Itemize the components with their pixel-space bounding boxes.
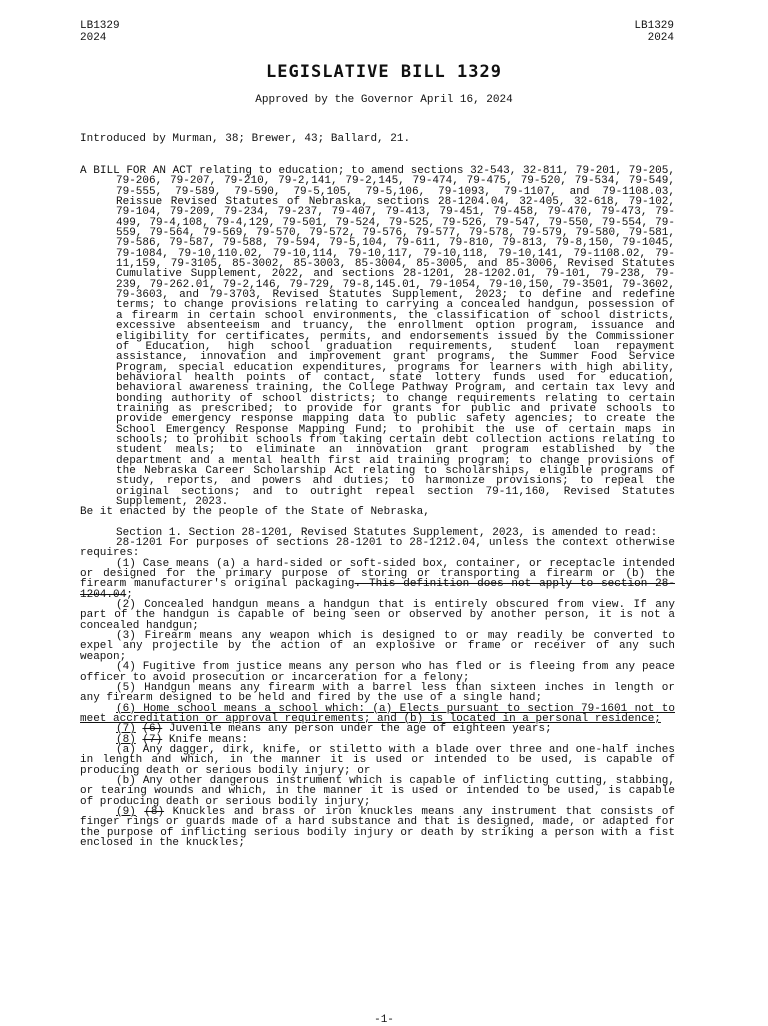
bill-intro-paragraph: A BILL FOR AN ACT relating to education; to amend sections 32-543, 32-811, 79-201, 79-205, 79-206, 79-207, 79-210, 79-2,141, 79-2,145, 79-474, 79-475, 79-520, 79-534, 79-549, 79-555, 79-589, 79-590, 79-5,105, 79-5,106, 79-1093, 79-1107, and 79-1108.03, Reissue Revised Statutes of Nebraska, sections 28-1204.04, 32-405, 32-618, 79-102, 79-104, 79-209, 79-234, 79-237, 79-407, 79-413, 79-451, 79-458, 79-470, 79-473, 79-499, 79-4,108, 79-4,129, 79-501, 79-524, 79-525, 79-526, 79-547, 79-550, 79-554, 79-559, 79-564, 79-569, 79-570, 79-572, 79-576, 79-577, 79-578, 79-579, 79-580, 79-581, 79-586, 79-587, 79-588, 79-594, 79-5,104, 79-611, 79-810, 79-813, 79-8,150, 79-1045, 79-1084, 79-10,110.02, 79-10,114, 79-10,117, 79-10,118, 79-10,141, 79-1108.02, 79-11,159, 79-3105, 85-3002, 85-3003, 85-3004, 85-3005, and 85-3006, Revised Statutes Cumulative Supplement, 2022, and sections 28-1201, 28-1202.01, 79-101, 79-238, 79-239, 79-262.01, 79-2,146, 79-729, 79-8,145.01, 79-1054, 79-10,150, 79-3501, 79-3602, 79-3603, and 79-3703, Revised Statutes Supplement, 2023; to define and redefine terms; to change provisions relating to carrying a concealed handgun, possession of a firearm in certain school environments, the classification of school districts, excessive absenteeism and truancy, the enrollment option program, issuance and eligibility for certificates, permits, and endorsements issued by the Commissioner of Education, high school graduation requirements, student loan repayment assistance, innovation and improvement grant programs, the Summer Food Service Program, special education expenditures, programs for learners with high ability, behavioral health points of contact, state lottery funds used for education, behavioral awareness training, the College Pathway Program, and certain tax levy and bonding authority of school districts; to change requirements relating to certain training as prescribed; to provide for grants for public and private schools to provide emergency response mapping data to public safety agencies; to create the School Emergency Response Mapping Fund; to prohibit the use of certain maps in schools; to prohibit schools from taking certain debt collection actions relating to student meals; to eliminate an innovation grant program established by the department and a mental health first aid training program; to change provisions of the Nebraska Career Scholarship Act relating to scholarships, eligible programs of study, reports, and powers and duties; to harmonize provisions; to repeal the original sections; and to outright repeal section 79-11,160, Revised Statutes Supplement, 2023. — [80, 165, 675, 508]
statute-intro: 28-1201 For purposes of sections 28-1201 to 28-1212.04, unless the context otherwise requires: — [80, 537, 675, 560]
definition-home-school — [80, 704, 675, 725]
definition-handgun: (5) Handgun means any firearm with a barrel less than sixteen inches in length or any firearm designed to be held and fired by the use of a single hand; — [80, 681, 675, 705]
approval-line: Approved by the Governor April 16, 2024 — [255, 94, 513, 106]
bill-body — [80, 166, 675, 848]
new-number: (8) — [116, 733, 136, 746]
old-number: (7) — [142, 733, 163, 746]
page-number: -1- — [374, 1014, 394, 1026]
bill-id-left: LB1329 — [80, 20, 120, 32]
new-number: (9) — [116, 805, 136, 818]
new-number: (7) — [116, 723, 136, 736]
definition-concealed-handgun: (2) Concealed handgun means a handgun that is entirely obscured from view. If any part of the handgun is capable of being seen or observed by another person, it is not a concealed handgun; — [80, 599, 675, 632]
old-number: (6) — [142, 723, 163, 736]
definition-juvenile: (7) (6) Juvenile means any person under the age of eighteen years; — [116, 723, 552, 736]
year-right: 2024 — [647, 32, 674, 44]
section-1-heading: Section 1. Section 28-1201, Revised Statutes Supplement, 2023, is amended to read: — [116, 526, 658, 539]
struck-text: . This definition does not apply to section 28-1204.04 — [80, 578, 675, 601]
old-number: (8) — [144, 805, 165, 818]
definition-knife-b: (b) Any other dangerous instrument which is capable of inflicting cutting, stabbing, or tearing wounds and which, in the manner it is used or intended to be used, is capable of producing death or serious bodily injury; — [80, 774, 675, 808]
year-left: 2024 — [80, 32, 107, 44]
inserted-text: (6) Home school means a school which: (a) Elects pursuant to section 79-1601 not to meet accreditation or approval requirements; and (b) is located in a personal residence; — [80, 702, 675, 725]
introduced-line: Introduced by Murman, 38; Brewer, 43; Ballard, 21. — [80, 133, 411, 145]
definition-case-text: (1) Case means (a) a hard-sided or soft-sided box, container, or receptacle intended or designed for the primary purpose of storing or transporting a firearm or (b) the firearm manufacturer's original packaging — [80, 557, 675, 591]
header-left — [80, 20, 120, 44]
page-title: LEGISLATIVE BILL 1329 — [266, 62, 502, 82]
header-right — [634, 20, 674, 44]
definition-knuckles: (9) (8) Knuckles and brass or iron knuckles means any instrument that consists of finger rings or guards made of a hard substance and that is designed, made, or adapted for the purpose of inflicting serious bodily injury or death by striking a person with a fist enclosed in the knuckles; — [80, 805, 675, 849]
definition-firearm: (3) Firearm means any weapon which is designed to or may readily be converted to expel any projectile by the action of an explosive or frame or receiver of any such weapon; — [80, 630, 675, 663]
definition-knife-a: (a) Any dagger, dirk, knife, or stiletto with a blade over three and one-half inches in length and which, in the manner it is used or intended to be used, is capable of producing death or serious bodily injury; or — [80, 743, 675, 777]
enacting-clause: Be it enacted by the people of the State of Nebraska, — [80, 506, 430, 519]
bill-id-right: LB1329 — [634, 20, 674, 32]
definition-fugitive: (4) Fugitive from justice means any person who has fled or is fleeing from any peace officer to avoid prosecution or incarceration for a felony; — [80, 661, 675, 684]
definition-case: (1) Case means (a) a hard-sided or soft-sided box, container, or receptacle intended or designed for the primary purpose of storing or transporting a firearm or (b) the firearm manufacturer's original packaging. This definition does not apply to section 28-1204.04; — [80, 557, 675, 601]
definition-knife: (8) (7) Knife means: — [116, 733, 249, 746]
